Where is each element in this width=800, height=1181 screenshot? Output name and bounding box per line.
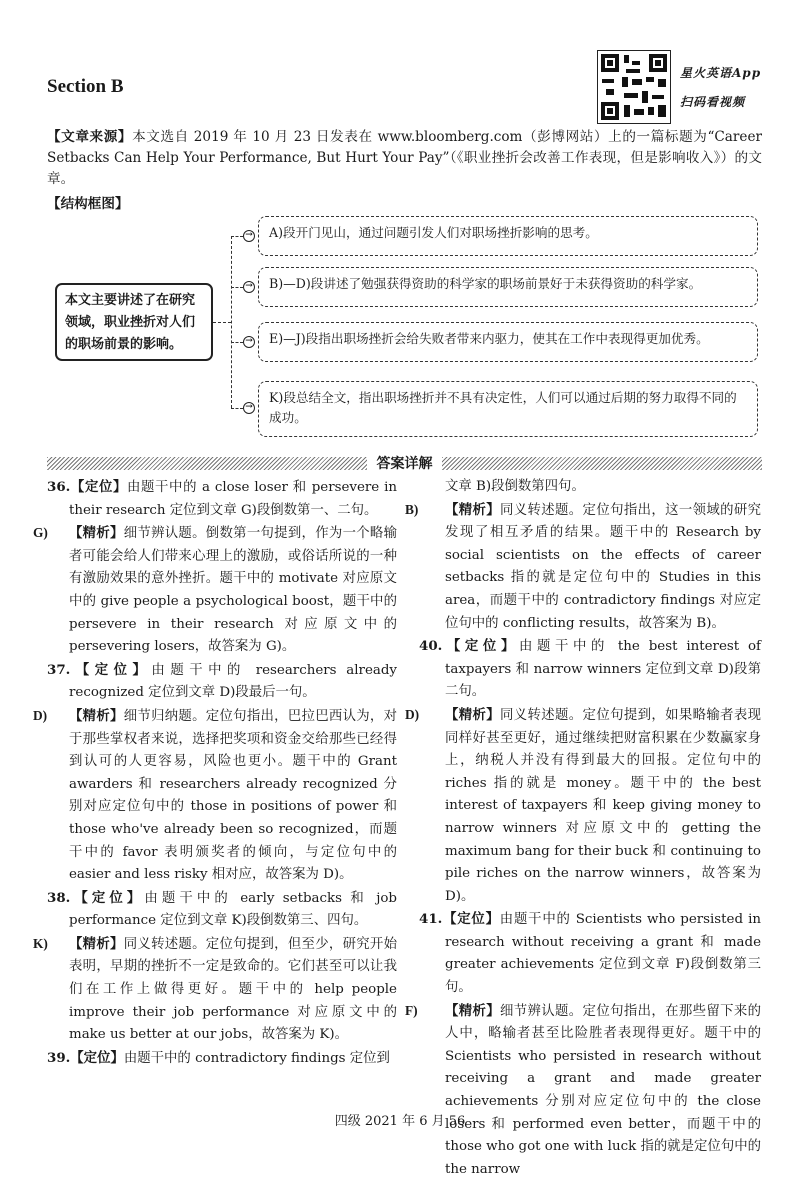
source-tag: 【文章来源】 <box>47 129 133 145</box>
q36-locate: 36.【定位】由题干中的 a close loser 和 persevere in their research 定位到文章 G)段倒数第一、二句。 <box>47 479 397 518</box>
arrow-circle-icon: → <box>243 336 255 348</box>
structure-branch-4: K)段总结全文，指出职场挫折并不具有决定性，人们可以通过后期的努力取得不同的成功。 <box>258 381 758 437</box>
connector-branch-4 <box>231 408 243 409</box>
right-column <box>405 476 762 1181</box>
q39-locate-cont: 文章 B)段倒数第四句。 <box>445 479 585 494</box>
q36-analysis: G) 【精析】细节辨认题。倒数第一句提到，作为一个略输者可能会给人们带来心理上的激励，或俗话所说的一种有激励效果的意外挫折。题干中的 motivate 对应原文中的 give people a psychological boost，题干中的 persevere in their research 对应原文中的 persevering losers，故答案为 G)。 <box>33 525 398 655</box>
structure-main-box: 本文主要讲述了在研究领域，职业挫折对人们的职场前景的影响。 <box>55 283 213 361</box>
q38-locate: 38.【定位】由题干中的 early setbacks 和 job performance 定位到文章 K)段倒数第三、四句。 <box>47 889 398 929</box>
connector-branch-2 <box>231 287 243 288</box>
arrow-circle-icon: → <box>243 230 255 242</box>
connector-branch-3 <box>231 342 243 343</box>
q38-analysis: K) 【精析】同义转述题。定位句提到，但至少，研究开始表明，早期的挫折不一定是致命的。它们甚至可以让我们在工作上做得更好。题干中的 help people improve their job performance 对应原文中的 make us better at our jobs，故答案为 K)。 <box>33 935 398 1043</box>
q40-analysis: D) 【精析】同义转述题。定位句提到，如果略输者表现同样好甚至更好，通过继续把财富积累在少数赢家身上，纳税人并没有得到最大的回报。定位句中的 riches 指的就是 money。题干中的 the best interest of taxpayers 和 keep giving money to narrow winners 对应原文中的 getting the maximum bang for their buck 和 continuing to pile riches on the narrow winners，故答案为 D)。 <box>405 706 762 904</box>
q39-analysis: B) 【精析】同义转述题。定位句指出，这一领域的研究发现了相互矛盾的结果。题干中的 Research by social scientists on the effects of career setbacks 指的就是定位句中的 Studies in this area，而题干中的 contradictory findings 对应定位句中的 conflicting results，故答案为 B)。 <box>405 501 762 631</box>
q39-locate: 39.【定位】由题干中的 contradictory findings 定位到 <box>47 1049 390 1066</box>
article-source <box>47 127 762 190</box>
arrow-circle-icon: → <box>243 281 255 293</box>
arrow-circle-icon: → <box>243 402 255 414</box>
q41-locate: 41.【定位】由题干中的 Scientists who persisted in research without receiving a grant 和 made greater achievements 定位到文章 F)段倒数第三句。 <box>419 911 761 996</box>
q41-analysis: F) 【精析】细节辨认题。定位句指出，在那些留下来的人中，略输者甚至比险胜者表现得更好。题干中的 Scientists who persisted in research without receiving a grant and made greater achievements 分别对应定位句中的 the close losers 和 performed even better，而题干中的 those who got one with luck 指的就是定位句中的 the narrow <box>405 1002 762 1177</box>
q37-locate: 37.【定位】由题干中的 researchers already recognized 定位到文章 D)段最后一句。 <box>47 661 398 701</box>
q37-analysis: D) 【精析】细节归纳题。定位句指出，巴拉巴西认为，对于那些掌权者来说，选择把奖项和资金交给那些已经得到认可的人更容易，风险也更小。题干中的 Grant awarders 和 researchers already recognized 分别对应定位句中的 those in positions of power 和 those who've already been so recognized，而题干中的 favor 表明颁奖者的倾向，与定位句中的 easier and less risky 相对应，故答案为 D)。 <box>33 707 398 883</box>
qr-caption-app: 星火英语App <box>680 66 762 80</box>
banner-hatch-right <box>442 457 762 470</box>
structure-branch-2: B)—D)段讲述了勉强获得资助的科学家的职场前景好于未获得资助的科学家。 <box>258 267 758 307</box>
banner-title: 答案详解 <box>372 453 437 473</box>
connector-main <box>213 322 231 323</box>
structure-label: 【结构框图】 <box>47 196 129 212</box>
connector-trunk <box>231 236 232 408</box>
left-column <box>33 476 398 1070</box>
qr-code-icon[interactable] <box>597 50 671 124</box>
banner-hatch-left <box>47 457 367 470</box>
q40-locate: 40.【定位】由题干中的 the best interest of taxpayers 和 narrow winners 定位到文章 D)段第二句。 <box>419 638 762 700</box>
structure-branch-3: E)—J)段指出职场挫折会给失败者带来内驱力，使其在工作中表现得更加优秀。 <box>258 322 758 362</box>
connector-branch-1 <box>231 236 243 237</box>
qr-caption-video: 扫码看视频 <box>680 95 746 109</box>
answer-banner <box>47 455 762 472</box>
section-title: Section B <box>47 76 124 97</box>
structure-branch-1: A)段开门见山，通过问题引发人们对职场挫折影响的思考。 <box>258 216 758 256</box>
page-footer: 四级 2021 年 6 月 56 <box>334 1114 466 1129</box>
source-text: 本文选自 2019 年 10 月 23 日发表在 www.bloomberg.com（彭博网站）上的一篇标题为“Career Setbacks Can Help Your Performance, But Hurt Your Pay”（《职业挫折会改善工作表现，但是影响收入》）的文章。 <box>47 129 763 187</box>
